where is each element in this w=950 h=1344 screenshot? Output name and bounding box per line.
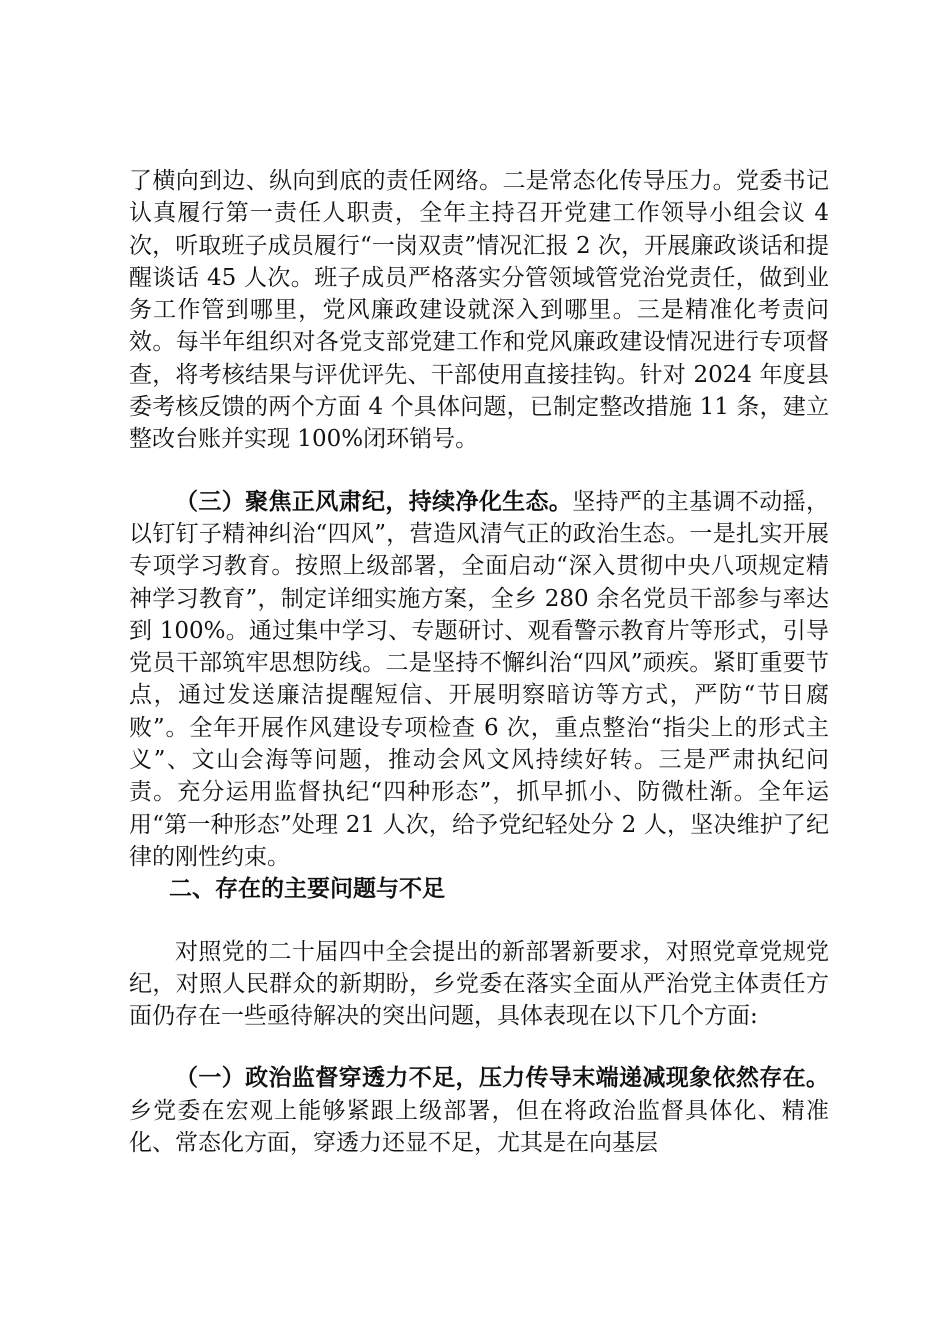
section-heading: 二、存在的主要问题与不足 [169, 875, 445, 903]
paragraph-intro [129, 936, 829, 1033]
paragraph-problem-1 [129, 1062, 829, 1159]
paragraph-lead-heading: （一）政治监督穿透力不足，压力传导末端递减现象依然存在。 [175, 1064, 829, 1092]
paragraph-lead-heading: （三）聚焦正风肃纪，持续净化生态。 [175, 487, 573, 515]
paragraph-text: 了横向到边、纵向到底的责任网络。二是常态化传导压力。党委书记认真履行第一责任人职责，全年主持召开党建工作领导小组会议 4 次，听取班子成员履行“一岗双责”情况汇报 2 次，开展廉政谈话和提醒谈话 45 人次。班子成员严格落实分管领域管党治党责任，做到业务工作管到哪里，党风廉政建设就深入到哪里。三是精准化考责问效。每半年组织对各党支部党建工作和党风廉政建设情况进行专项督查，将考核结果与评优评先、干部使用直接挂钩。针对 2024 年度县委考核反馈的两个方面 4 个具体问题，已制定整改措施 11 条，建立整改台账并实现 100%闭环销号。 [129, 168, 829, 453]
document-body [129, 165, 829, 1159]
paragraph-responsibility-network [129, 165, 829, 456]
paragraph-discipline [129, 486, 829, 874]
paragraph-text: 坚持严的主基调不动摇，以钉钉子精神纠治“四风”，营造风清气正的政治生态。一是扎实开展专项学习教育。按照上级部署，全面启动“深入贯彻中央八项规定精神学习教育”，制定详细实施方案，全乡 280 余名党员干部参与率达到 100%。通过集中学习、专题研讨、观看警示教育片等形式，引导党员干部筑牢思想防线。二是坚持不懈纠治“四风”顽疾。紧盯重要节点，通过发送廉洁提醒短信、开展明察暗访等方式，严防“节日腐败”。全年开展作风建设专项检查 6 次，重点整治“指尖上的形式主义”、文山会海等问题，推动会风文风持续好转。三是严肃执纪问责。充分运用监督执纪“四种形态”，抓早抓小、防微杜渐。全年运用“第一种形态”处理 21 人次，给予党纪轻处分 2 人，坚决维护了纪律的刚性约束。 [129, 488, 830, 870]
paragraph-text: 乡党委在宏观上能够紧跟上级部署，但在将政治监督具体化、精准化、常态化方面，穿透力还显不足，尤其是在向基层 [129, 1097, 829, 1157]
paragraph-text: 对照党的二十届四中全会提出的新部署新要求，对照党章党规党纪，对照人民群众的新期盼，乡党委在落实全面从严治党主体责任方面仍存在一些亟待解决的突出问题，具体表现在以下几个方面: [129, 938, 829, 1030]
